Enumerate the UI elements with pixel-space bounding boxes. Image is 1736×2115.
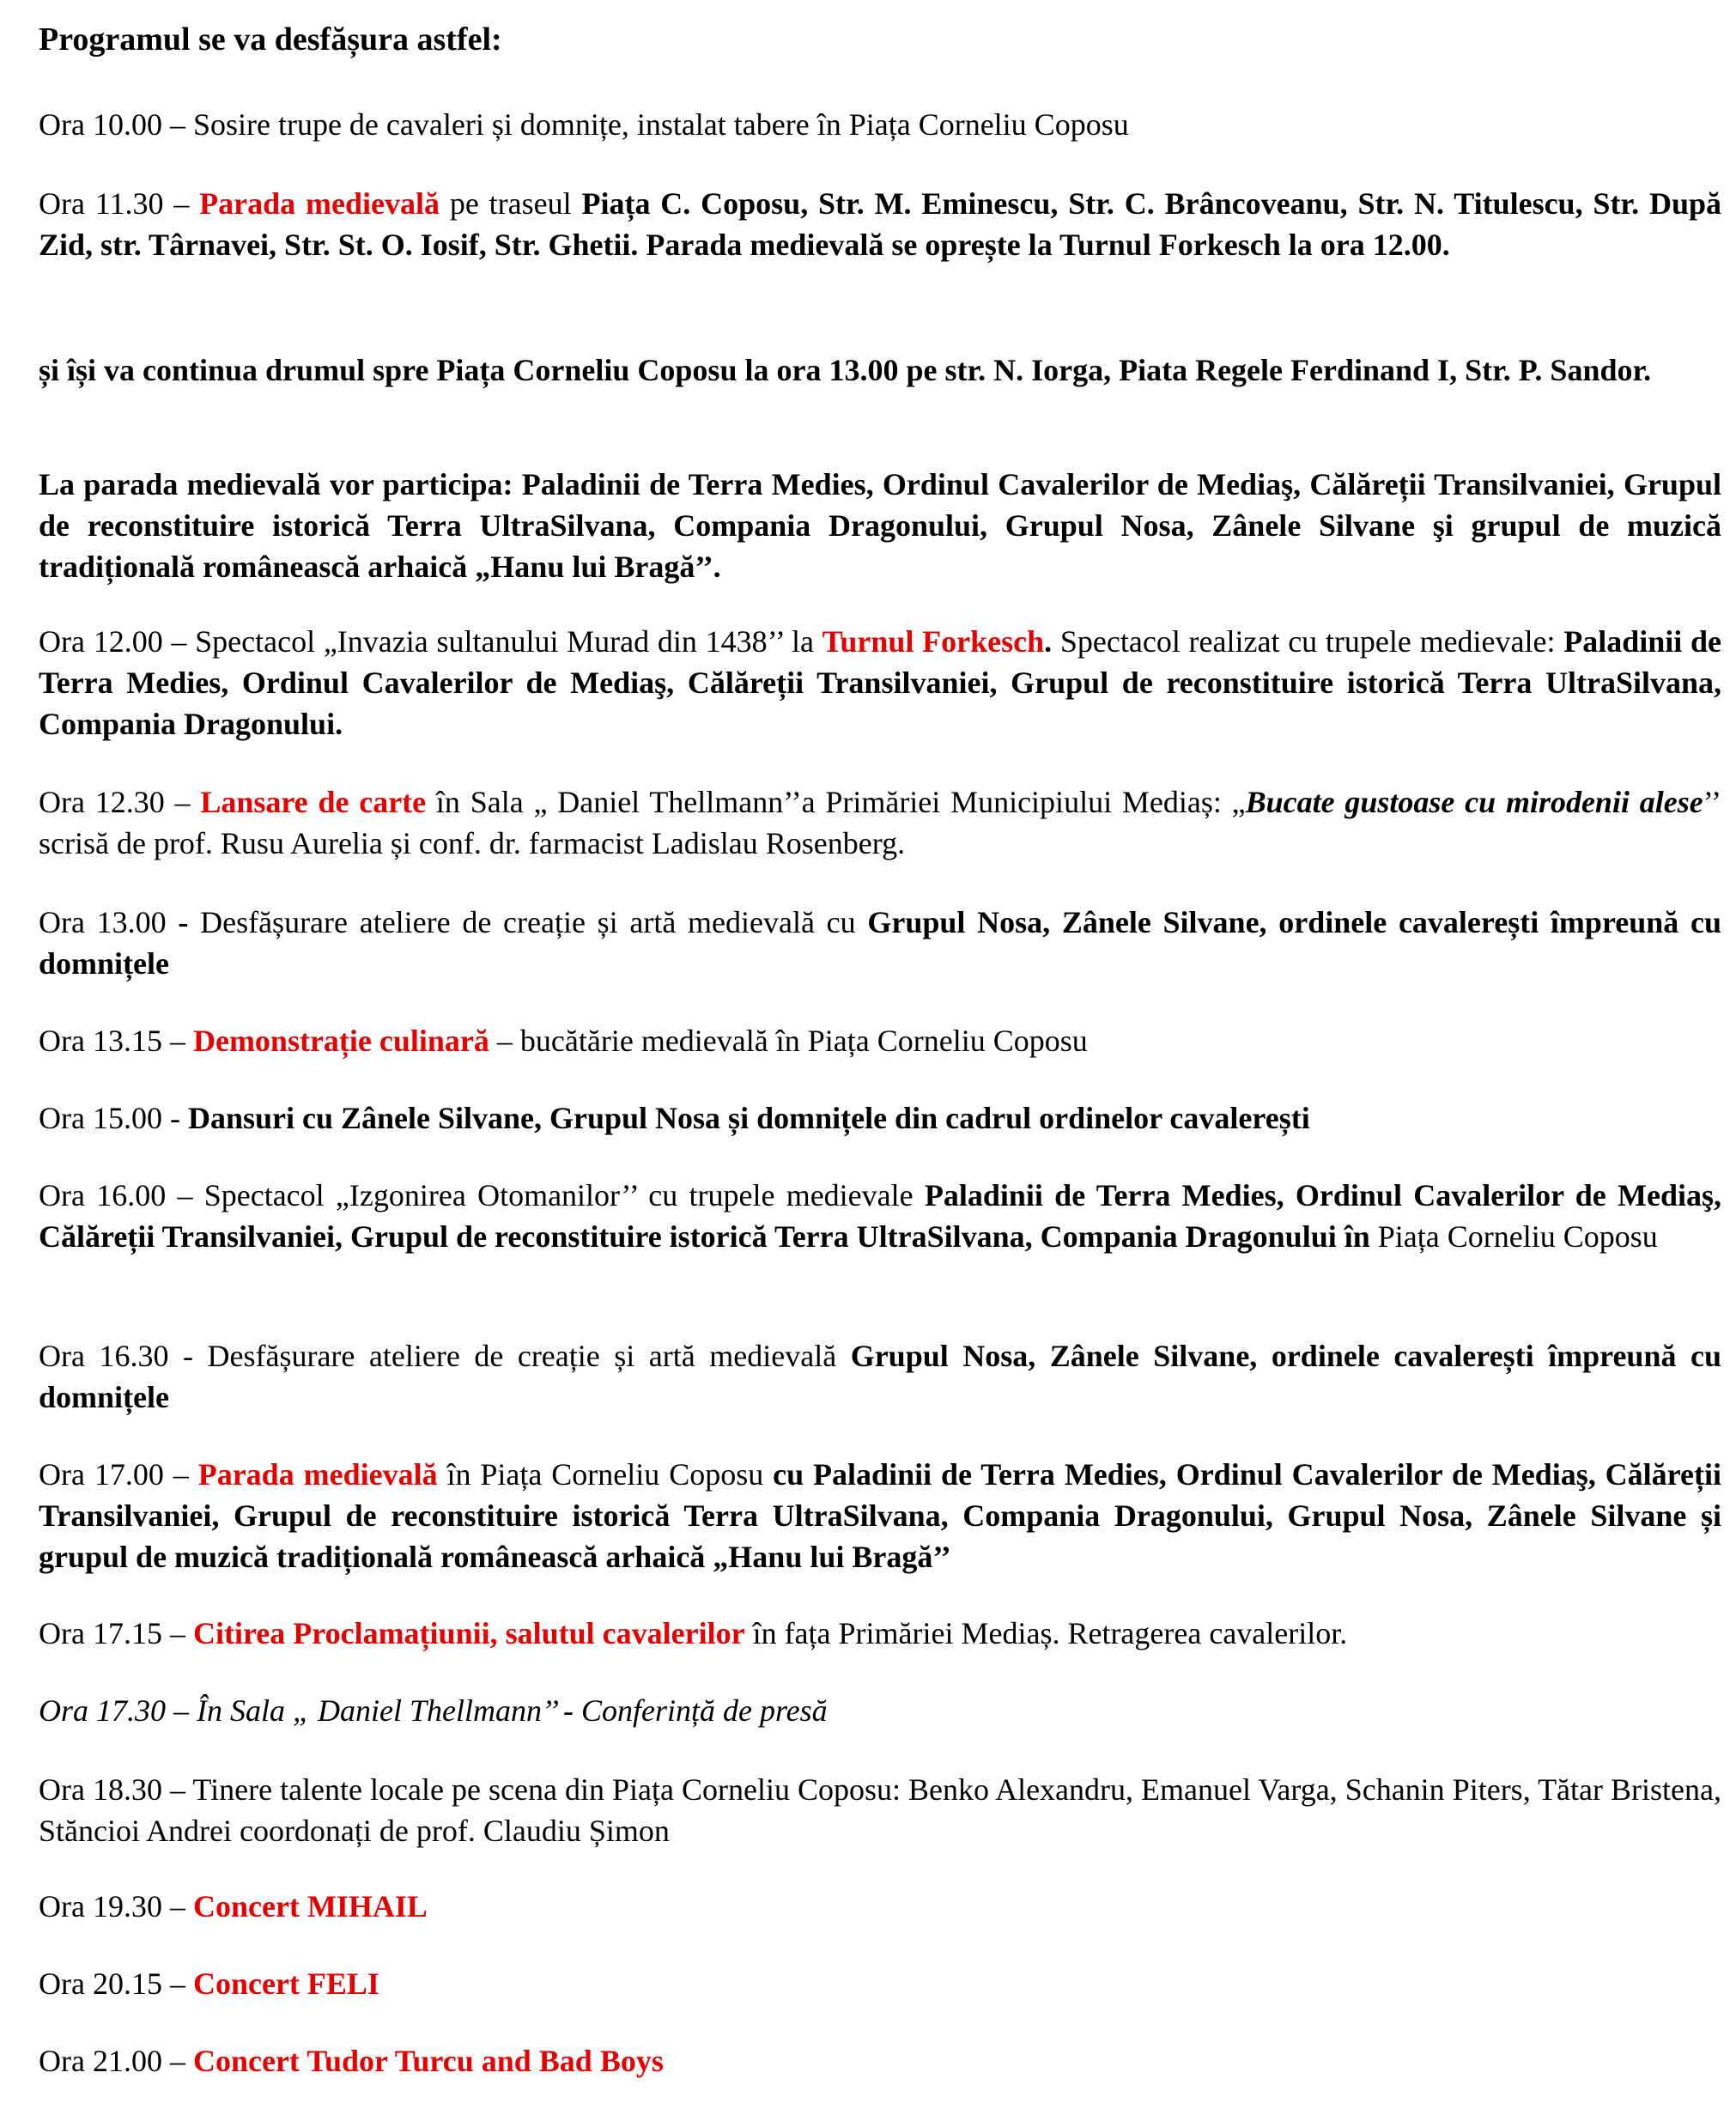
entry-text: Ora 20.15 –: [39, 1966, 193, 2001]
page-title: Programul se va desfășura astfel:: [39, 21, 502, 58]
schedule-entry: [39, 464, 1721, 587]
entry-text: Ora 19.30 –: [39, 1889, 193, 1924]
schedule-entry: [39, 1886, 1721, 1927]
entry-text: Piața C. Coposu, Str. M. Eminescu, Str. C. Brâncoveanu, Str. N. Titulescu, Str. După Zid, str. Târnavei, Str. St. O. Iosif, Str. Ghetii. Parada medievală se oprește la Turnul Forkesch la ora 12.00.: [39, 186, 1721, 262]
entry-text: în fața Primăriei Mediaș. Retragerea cavalerilor.: [744, 1616, 1348, 1650]
entry-text: Ora 13.00: [39, 905, 179, 939]
entry-text: Ora 18.30 – Tinere talente locale pe scena din Piața Corneliu Coposu: Benko Alexandru, Emanuel Varga, Schanin Piters, Tătar Bristena, Stăncioi Andrei coordonați de prof. Claudiu Șimon: [39, 1772, 1721, 1848]
highlight-text: Parada medievală: [199, 186, 440, 221]
highlight-text: Citirea Proclamațiunii, salutul cavalerilor: [192, 1616, 745, 1650]
schedule-entry: [39, 1097, 1721, 1139]
entry-text: Paladinii de Terra Medies, Ordinul Cavalerilor de Mediaş, Călăreții Transilvaniei, Grupul de reconstituire istorică Terra UltraSilvana, Compania Dragonului.: [39, 624, 1722, 741]
entry-text: La parada medievală vor participa: Paladinii de Terra Medies, Ordinul Cavalerilor de Mediaş, Călăreții Transilvaniei, Grupul de reconstituire istorică Terra UltraSilvana, Compania Dragonului, Grupul Nosa, Zânele Silvane şi grupul de muzică tradițională românească arhaică „Hanu lui Bragă’’.: [39, 467, 1721, 584]
schedule-entry: [39, 2040, 1721, 2082]
entry-text: Ora 21.00 –: [39, 2044, 193, 2078]
schedule-entry: [39, 1454, 1721, 1577]
entry-text: Ora 16.30 - Desfășurare ateliere de creație și artă medievală: [39, 1339, 851, 1373]
highlight-text: Concert FELI: [192, 1966, 379, 2001]
highlight-text: Turnul Forkesch: [822, 624, 1045, 659]
entry-text: în Piața Corneliu Coposu: [437, 1457, 774, 1492]
entry-text: Spectacol realizat cu trupele medievale:: [1052, 624, 1564, 659]
entry-text: Ora 17.30 – În Sala „ Daniel Thellmann’’ - Conferință de presă: [39, 1693, 828, 1728]
entry-text: Grupul Nosa, Zânele Silvane, ordinele cavalerești împreună cu domnițele: [39, 905, 1722, 981]
highlight-text: Demonstrație culinară: [192, 1024, 489, 1058]
schedule-entry: [39, 1175, 1721, 1257]
entry-text: .: [1044, 624, 1053, 659]
schedule-entry: [39, 1769, 1721, 1851]
entry-text: Ora 11.30 –: [39, 186, 200, 221]
entry-text: Paladinii de Terra Medies, Ordinul Cavalerilor de Mediaş, Călăreții Transilvaniei, Grupul de reconstituire istorică Terra UltraSilvana, Compania Dragonului în: [39, 1178, 1721, 1254]
schedule-entry: [39, 1613, 1721, 1654]
schedule-entry: [39, 1335, 1721, 1418]
entry-text: cu Paladinii de Terra Medies, Ordinul Cavalerilor de Mediaş, Călăreții Transilvaniei, Grupul de reconstituire istorică Terra UltraSilvana, Compania Dragonului, Grupul Nosa, Zânele Silvane și grupul de muzică tradițională românească arhaică „Hanu lui Bragă’’: [39, 1457, 1721, 1574]
schedule-entry: [39, 1963, 1721, 2004]
highlight-text: Lansare de carte: [200, 785, 427, 819]
entry-text: Ora 13.15 –: [39, 1024, 193, 1058]
entry-text: Piața Corneliu Coposu: [1369, 1219, 1658, 1254]
entry-text: Grupul Nosa, Zânele Silvane, ordinele cavalerești împreună cu domnițele: [39, 1339, 1721, 1414]
entry-text: – bucătărie medievală în Piața Corneliu Coposu: [489, 1024, 1088, 1058]
schedule-entry: [39, 1690, 1721, 1731]
schedule-entry: [39, 349, 1721, 391]
highlight-text: Concert MIHAIL: [192, 1889, 428, 1924]
highlight-text: Parada medievală: [197, 1457, 438, 1492]
entry-text: Bucate gustoase cu mirodenii alese: [1245, 785, 1703, 819]
entry-text: în Sala „ Daniel Thellmann’’a Primăriei Municipiului Mediaș: „: [426, 785, 1246, 819]
highlight-text: Concert Tudor Turcu and Bad Boys: [192, 2044, 664, 2078]
entry-text: Ora 16.00 – Spectacol „Izgonirea Otomanilor’’ cu trupele medievale: [39, 1178, 925, 1212]
entry-text: Ora 12.30 –: [39, 785, 201, 819]
entry-text: Ora 15.00 -: [39, 1101, 188, 1135]
schedule-entry: [39, 621, 1721, 745]
entry-text: Dansuri cu Zânele Silvane, Grupul Nosa și domnițele din cadrul ordinelor cavalerești: [187, 1101, 1310, 1135]
entry-text: Desfășurare ateliere de creație și artă medievală cu: [188, 905, 868, 939]
schedule-entry: [39, 183, 1721, 265]
schedule-entry: [39, 902, 1721, 984]
entry-text: Ora 17.15 –: [39, 1616, 193, 1650]
entry-text: și își va continua drumul spre Piața Corneliu Coposu la ora 13.00 pe str. N. Iorga, Piata Regele Ferdinand I, Str. P. Sandor.: [39, 353, 1652, 387]
schedule-entry: [39, 781, 1721, 864]
schedule-entry: [39, 1020, 1721, 1061]
entry-text: pe traseul: [439, 186, 582, 221]
entry-text: Ora 12.00 – Spectacol „Invazia sultanului Murad din 1438’’ la: [39, 624, 822, 659]
entry-text: Ora 10.00 – Sosire trupe de cavaleri și domnițe, instalat tabere în Piața Corneliu Coposu: [39, 107, 1129, 142]
entry-text: Ora 17.00 –: [39, 1457, 198, 1492]
schedule-entry: [39, 104, 1721, 145]
entry-text: ’’ scrisă de prof. Rusu Aurelia și conf. dr. farmacist Ladislau Rosenberg.: [39, 785, 1722, 860]
entry-text: -: [178, 905, 189, 939]
